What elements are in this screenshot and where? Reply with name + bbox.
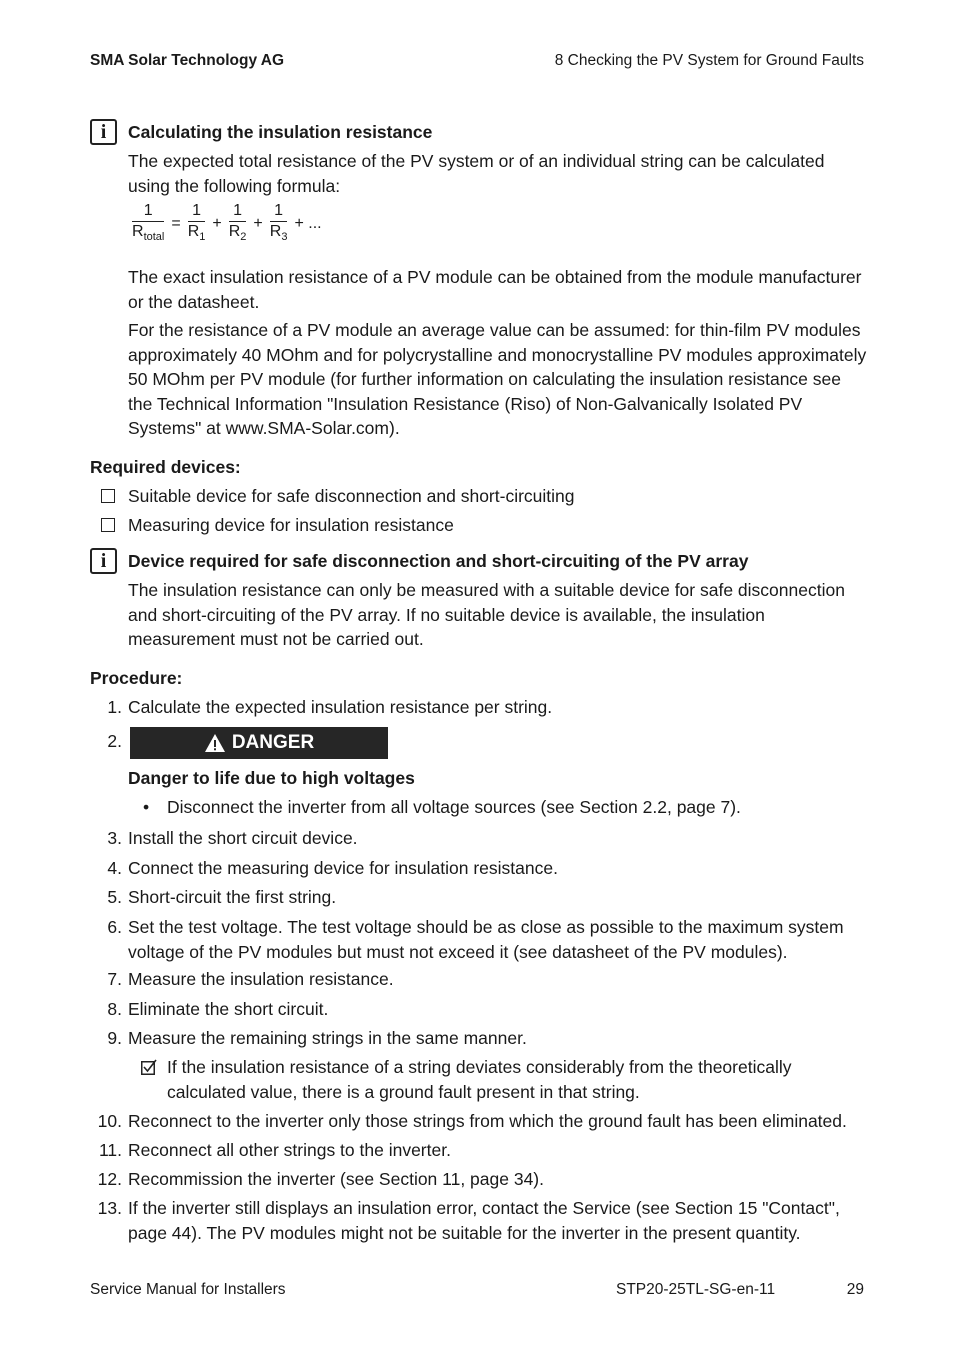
required-heading: Required devices:: [90, 457, 241, 477]
step-text: Short-circuit the first string.: [128, 887, 337, 907]
step-number: 1.: [107, 697, 122, 717]
info-icon: i: [90, 119, 117, 145]
info-paragraph: The exact insulation resistance of a PV module can be obtained from the module manufacturer or the datasheet.: [128, 267, 862, 312]
step-number: 2.: [107, 731, 122, 751]
formula-plus: +: [253, 215, 263, 233]
step-text: Recommission the inverter (see Section 11, page 34).: [128, 1169, 544, 1189]
formula-equals: =: [171, 215, 181, 233]
step-number: 11.: [98, 1140, 122, 1160]
step-number: 13.: [97, 1198, 122, 1218]
step-number: 4.: [107, 858, 122, 878]
step-number: 6.: [107, 917, 122, 937]
required-item: Suitable device for safe disconnection and short-circuiting: [128, 486, 575, 506]
footer-doc-id: STP20-25TL-SG-en-11: [616, 1281, 776, 1298]
footer-page-number: 29: [846, 1281, 864, 1298]
formula-plus: +: [212, 215, 222, 233]
info-paragraph: The expected total resistance of the PV system or of an individual string can be calculated using the following formula:: [128, 151, 825, 196]
checkbox-icon: [101, 489, 115, 503]
step-number: 9.: [107, 1028, 122, 1048]
result-text: If the insulation resistance of a string deviates considerably from the theoretically calculated value, there is a ground fault present in that string.: [167, 1057, 792, 1102]
formula-numerator: 1: [143, 202, 153, 219]
danger-banner: [130, 727, 388, 759]
step-text: Set the test voltage. The test voltage should be as close as possible to the maximum system voltage of the PV modules but must not exceed it (see datasheet of the PV modules).: [128, 917, 844, 962]
step-text: Eliminate the short circuit.: [128, 999, 329, 1019]
danger-label: DANGER: [231, 732, 315, 753]
step-text: If the inverter still displays an insulation error, contact the Service (see Section 15 "Contact", page 44). The PV modules might not be suitable for the inverter in the present quantity.: [128, 1198, 840, 1243]
formula-denominator: R: [187, 223, 200, 240]
step-number: 12.: [97, 1169, 122, 1189]
formula-denominator: R: [269, 223, 282, 240]
step-text: Calculate the expected insulation resistance per string.: [128, 697, 553, 717]
danger-title: Danger to life due to high voltages: [128, 768, 415, 788]
danger-bullet: Disconnect the inverter from all voltage sources (see Section 2.2, page 7).: [167, 797, 741, 817]
info-icon: i: [90, 548, 117, 574]
step-number: 10.: [97, 1111, 122, 1131]
footer-manual: Service Manual for Installers: [90, 1281, 286, 1298]
formula-subscript: 2: [240, 231, 247, 244]
formula-term: [229, 202, 247, 246]
formula-numerator: 1: [274, 202, 284, 219]
checkbox-icon: [101, 518, 115, 532]
formula-term: [188, 202, 206, 246]
formula-lhs: [132, 202, 164, 246]
step-number: 5.: [107, 887, 122, 907]
header-company: SMA Solar Technology AG: [90, 52, 285, 69]
step-text: Reconnect all other strings to the inverter.: [128, 1140, 451, 1160]
step-text: Measure the insulation resistance.: [128, 969, 394, 989]
formula-term: [270, 202, 288, 246]
formula-subscript: total: [143, 231, 165, 244]
info-title: Calculating the insulation resistance: [128, 122, 433, 142]
info-title: Device required for safe disconnection and short-circuiting of the PV array: [128, 551, 749, 571]
formula-subscript: 1: [199, 231, 206, 244]
formula-subscript: 3: [281, 231, 288, 244]
formula-ellipsis: + ...: [294, 215, 322, 233]
warning-icon: [204, 733, 226, 753]
formula-numerator: 1: [233, 202, 243, 219]
formula-numerator: 1: [192, 202, 201, 219]
step-text: Install the short circuit device.: [128, 828, 358, 848]
step-number: 8.: [107, 999, 122, 1019]
formula: [132, 202, 329, 246]
info-paragraph: For the resistance of a PV module an average value can be assumed: for thin-film PV modules approximately 40 MOhm and for polycrystalline and monocrystalline PV modules approximately 50 MOhm per PV module (for further information on calculating the insulation resistance see the Technical Information "Insulation Resistance (Riso) of Non-Galvanically Isolated PV Systems" at www.SMA-Solar.com).: [128, 320, 867, 438]
info-paragraph: The insulation resistance can only be measured with a suitable device for safe disconnection and short-circuiting of the PV array. If no suitable device is available, the insulation measurement must not be carried out.: [128, 580, 845, 649]
step-text: Connect the measuring device for insulation resistance.: [128, 858, 558, 878]
formula-denominator: R: [132, 223, 144, 240]
step-number: 3.: [107, 828, 122, 848]
step-text: Reconnect to the inverter only those strings from which the ground fault has been eliminated.: [128, 1111, 847, 1131]
checked-checkbox-icon: [141, 1059, 157, 1080]
formula-denominator: R: [228, 223, 241, 240]
required-item: Measuring device for insulation resistance: [128, 515, 454, 535]
procedure-heading: Procedure:: [90, 668, 183, 688]
step-number: 7.: [107, 969, 122, 989]
step-text: Measure the remaining strings in the same manner.: [128, 1028, 527, 1048]
header-section: 8 Checking the PV System for Ground Faults: [554, 52, 864, 69]
bullet-icon: •: [143, 797, 150, 817]
